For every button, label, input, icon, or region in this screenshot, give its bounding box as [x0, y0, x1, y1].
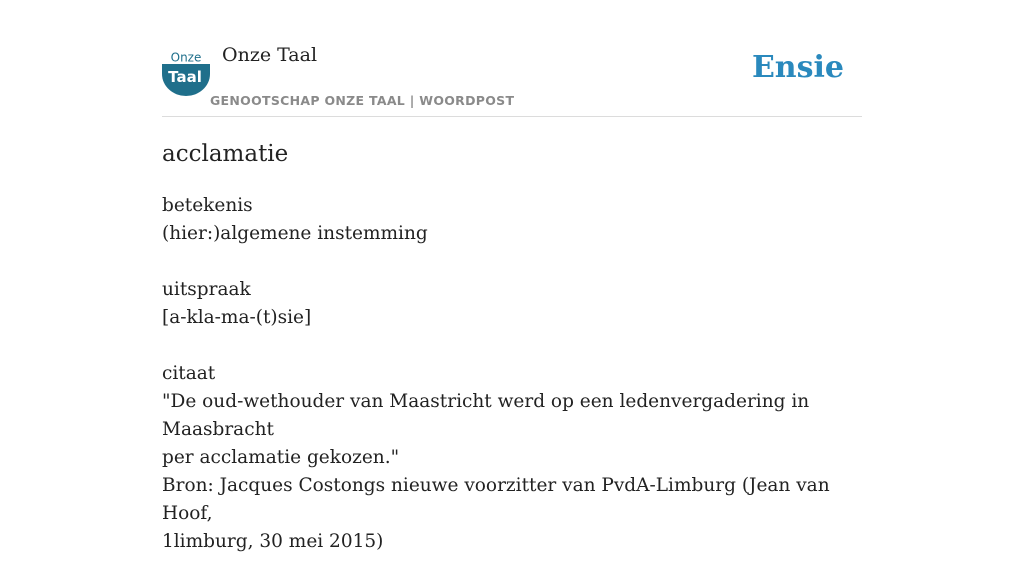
quote-source-line-1: Bron: Jacques Costongs nieuwe voorzitter van PvdA-Limburg (Jean van Hoof,: [162, 475, 830, 524]
meaning-text: (hier:)algemene instemming: [162, 223, 428, 244]
entry-word-title: acclamatie: [162, 141, 289, 167]
onze-taal-logo[interactable]: [162, 50, 210, 96]
logo-text-bottom: Taal: [168, 68, 202, 86]
pronunciation-label: uitspraak: [162, 279, 251, 300]
quote-text-line-1: "De oud-wethouder van Maastricht werd op een ledenvergadering in Maasbracht: [162, 391, 810, 440]
quote-text-line-2: per acclamatie gekozen.": [162, 447, 400, 468]
header: [162, 0, 862, 117]
meaning-section: [162, 192, 862, 248]
meaning-label: betekenis: [162, 195, 253, 216]
org-name[interactable]: Onze Taal: [222, 44, 318, 66]
quote-label: citaat: [162, 363, 216, 384]
logo-text-top: Onze: [170, 50, 202, 65]
quote-source-line-2: 1limburg, 30 mei 2015): [162, 531, 384, 552]
quote-section: [162, 360, 862, 556]
pronunciation-text: [a-kla-ma-(t)sie]: [162, 307, 312, 328]
pronunciation-section: [162, 276, 862, 332]
ensie-brand-link[interactable]: Ensie: [751, 50, 844, 85]
header-subtitle: GENOOTSCHAP ONZE TAAL | WOORDPOST: [210, 93, 515, 108]
onze-taal-logo-icon: [162, 50, 210, 96]
entry-content: [162, 138, 862, 584]
